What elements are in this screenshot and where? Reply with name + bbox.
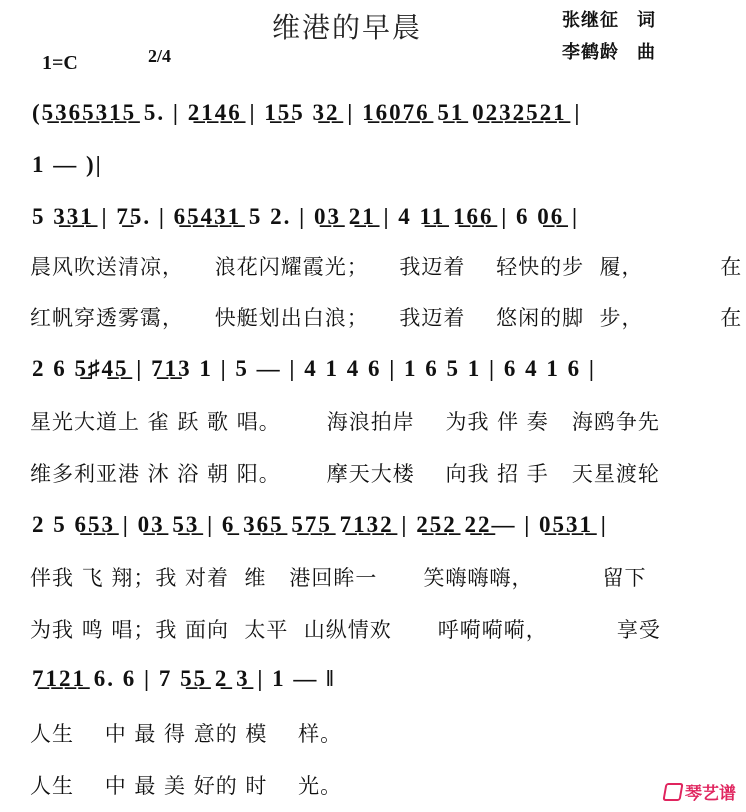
lyricist-credit: [562, 6, 656, 32]
lyric-verse-2: 人生 中 最 美 好的 时 光。: [30, 774, 343, 798]
score-notes: 2 6 5̲♯4̲5̲ | 7̲1̲3 1 | 5 — | 4 1 4 6 | 1 6 5 1 | 6 4 1 6 |: [32, 356, 596, 381]
composer-credit: [562, 38, 656, 64]
score-line-6: [0, 652, 746, 712]
score-line-5: [0, 498, 746, 558]
lyric-verse-1: 星光大道上 雀 跃 歌 唱。 海浪拍岸 为我 伴 奏 海鸥争先: [30, 410, 660, 434]
site-watermark: [664, 779, 736, 804]
score-line-4: [0, 342, 746, 402]
score-line-3: [0, 190, 746, 250]
lyric-verse-2: 维多利亚港 沐 浴 朝 阳。 摩天大楼 向我 招 手 天星渡轮: [30, 462, 660, 486]
time-signature: 2/4: [148, 46, 172, 66]
score-notes: 2 5 6̲5̲3̲ | 0̲3̲ 5̲3̲ | 6̲ 3̲6̲5̲ 5̲7̲5̲ 7̲1̲3̲2̲ | 2̲5̲2̲ 2̲2̲— | 0̲5̲3̲1̲ |: [32, 512, 608, 537]
lyric-verse-1: 晨风吹送清凉， 浪花闪耀霞光； 我迈着 轻快的步 履， 在: [30, 255, 743, 279]
composer-name: 李鹤龄: [562, 42, 619, 63]
score-line-2: [0, 138, 746, 198]
song-title: 维港的早晨: [272, 11, 423, 44]
lyric-verse-1: 人生 中 最 得 意的 模 样。: [30, 722, 343, 746]
composer-role: 曲: [637, 42, 656, 63]
lyricist-role: 词: [637, 10, 656, 31]
music-logo-icon: [662, 783, 683, 801]
score-line-1: [0, 86, 746, 146]
lyric-verse-2: 红帆穿透雾霭， 快艇划出白浪； 我迈着 悠闲的脚 步， 在: [30, 306, 743, 330]
score-notes: 5 3̲3̲1̲ | 7̲5. | 6̲5̲4̲3̲1̲ 5 2. | 0̲3̲ 2̲1̲ | 4 1̲1̲ 1̲6̲6̲ | 6 0̲6̲ |: [32, 204, 580, 229]
score-notes: 7̲1̲2̲1̲ 6. 6 | 7 5̲5̲ 2̲ 3̲ | 1 — ‖: [32, 666, 336, 691]
score-notes: (5̲3̲6̲5̲3̲1̲5̲ 5. | 2̲1̲4̲6̲ | 1̲5̲5 3̲2̲ | 1̲6̲0̲7̲6̲ 5̲1̲ 0̲2̲3̲2̲5̲2̲1̲ |: [32, 100, 582, 125]
lyric-verse-1: 伴我 飞 翔；我 对着 维 港回眸一 笑嗨嗨嗨， 留下: [30, 566, 647, 590]
lyricist-name: 张继征: [562, 10, 619, 31]
key-signature: 1=C: [42, 52, 78, 74]
score-notes: 1 — )|: [32, 152, 103, 177]
lyric-verse-2: 为我 鸣 唱；我 面向 太平 山纵情欢 呼嗬嗬嗬， 享受: [30, 618, 661, 642]
watermark-text: 琴艺谱: [685, 784, 736, 804]
